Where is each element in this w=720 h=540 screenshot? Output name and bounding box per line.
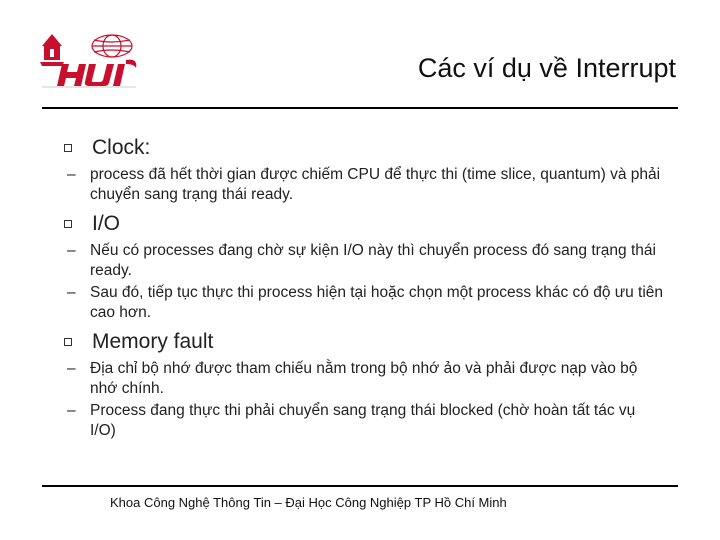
- sub-list-clock: [64, 165, 664, 205]
- dash-icon: –: [67, 166, 76, 183]
- dash-icon: –: [67, 402, 76, 419]
- hui-wordmark: [57, 60, 136, 86]
- sub-item: – process đã hết thời gian được chiếm CPU để thực thi (time slice, quantum) và phải chuyển sang trạng thái ready.: [67, 166, 661, 203]
- university-logo: [38, 30, 142, 90]
- bullet-heading: Memory fault: [92, 330, 214, 353]
- sub-item: – Nếu có processes đang chờ sự kiện I/O này thì chuyển process đó sang trạng thái ready.: [67, 242, 656, 279]
- bullet-memory-fault: [64, 329, 664, 355]
- bullet-io: [64, 211, 664, 237]
- bullet-heading: Clock:: [92, 136, 151, 159]
- footer-text: Khoa Công Nghệ Thông Tin – Đại Học Công Nghiệp TP Hồ Chí Minh: [110, 495, 507, 510]
- dash-icon: –: [67, 242, 76, 259]
- bullet-heading: I/O: [92, 212, 121, 235]
- sub-item: – Địa chỉ bộ nhớ được tham chiếu nằm trong bộ nhớ ảo và phải được nạp vào bộ nhớ chính.: [67, 360, 638, 397]
- dash-icon: –: [67, 284, 76, 301]
- slide-content: [64, 135, 664, 447]
- sub-list-io: [64, 241, 664, 323]
- header-divider: [42, 107, 678, 109]
- slide-title: Các ví dụ về Interrupt: [417, 53, 676, 83]
- dash-icon: –: [67, 360, 76, 377]
- bullet-clock: [64, 135, 664, 161]
- sub-item: – Process đang thực thi phải chuyển sang trạng thái blocked (chờ hoàn tất tác vụ I/O): [67, 402, 636, 439]
- square-bullet-icon: [64, 338, 72, 346]
- sub-item: – Sau đó, tiếp tục thực thi process hiện tại hoặc chọn một process khác có độ ưu tiên cao hơn.: [67, 284, 664, 321]
- square-bullet-icon: [64, 144, 72, 152]
- tower-icon: [40, 34, 64, 66]
- globe-icon: [92, 35, 132, 57]
- footer-divider: [42, 485, 678, 487]
- square-bullet-icon: [64, 220, 72, 228]
- sub-list-memory-fault: [64, 359, 664, 441]
